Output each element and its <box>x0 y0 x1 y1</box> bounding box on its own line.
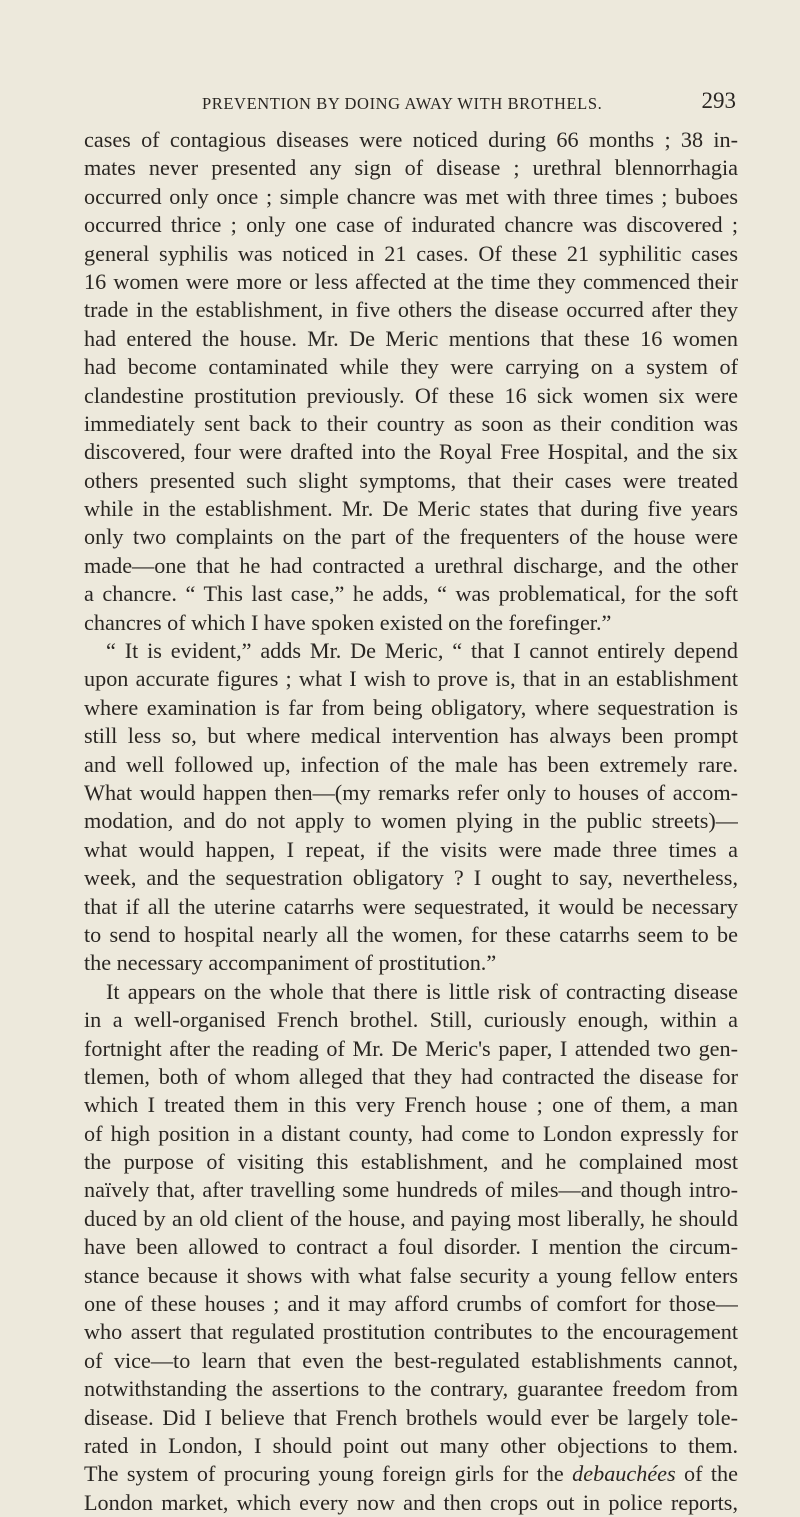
text-line: which I treated them in this very French house ; one of them, a man <box>84 1092 738 1118</box>
text-line: What would happen then—(my remarks refer only to houses of accom- <box>84 779 738 805</box>
page-number: 293 <box>701 88 736 113</box>
text-line: week, and the sequestration obligatory ? I ought to say, nevertheless, <box>84 865 738 891</box>
text-line: fortnight after the reading of Mr. De Meric's paper, I attended two gen- <box>84 1035 738 1061</box>
running-head <box>84 82 738 118</box>
text-line: still less so, but where medical intervention has always been prompt <box>84 723 738 749</box>
text-line: who assert that regulated prostitution contributes to the encouragement <box>84 1319 738 1345</box>
running-head-title: PREVENTION BY DOING AWAY WITH BROTHELS. <box>202 94 603 113</box>
text-line: the necessary accompaniment of prostitution.” <box>84 950 497 976</box>
text-line: where examination is far from being obligatory, where sequestration is <box>84 694 738 720</box>
text-line: occurred thrice ; only one case of indurated chancre was discovered ; <box>84 212 738 238</box>
text-line: modation, and do not apply to women plying in the public streets)— <box>84 808 738 834</box>
text-line: the purpose of visiting this establishment, and he complained most <box>84 1149 738 1175</box>
text-line: of vice—to learn that even the best-regulated establishments cannot, <box>84 1347 738 1373</box>
text-line: cases of contagious diseases were noticed during 66 months ; 38 in- <box>84 127 738 152</box>
text-line: in a well-organised French brothel. Still, curiously enough, within a <box>84 1007 738 1033</box>
text-line: general syphilis was noticed in 21 cases. Of these 21 syphilitic cases <box>84 240 738 266</box>
text-line: 16 women were more or less affected at the time they commenced their <box>84 268 738 294</box>
text-line: rated in London, I should point out many other objections to them. <box>84 1432 738 1458</box>
body-text <box>84 126 738 1517</box>
text-line: tlemen, both of whom alleged that they had contracted the disease for <box>84 1063 738 1089</box>
text-line: made—one that he had contracted a urethral discharge, and the other <box>84 552 738 578</box>
italic-word: debauchées <box>572 1461 676 1487</box>
text-line: trade in the establishment, in five others the disease occurred after they <box>84 297 738 323</box>
text-line: what would happen, I repeat, if the visits were made three times a <box>84 836 738 862</box>
text-line: London market, which every now and then crops out in police reports, <box>84 1489 738 1515</box>
text-line: stance because it shows with what false security a young fellow enters <box>84 1262 738 1288</box>
text-line: notwithstanding the assertions to the contrary, guarantee freedom from <box>84 1376 738 1402</box>
text-line: upon accurate figures ; what I wish to prove is, that in an establishment <box>84 666 738 692</box>
text-line: mates never presented any sign of disease ; urethral blennorrhagia <box>84 155 738 181</box>
text-line: naïvely that, after travelling some hundreds of miles—and though intro- <box>84 1177 738 1203</box>
text-line: to send to hospital nearly all the women, for these catarrhs seem to be <box>84 921 738 947</box>
text-line: have been allowed to contract a foul disorder. I mention the circum- <box>84 1234 738 1260</box>
text-line: immediately sent back to their country as soon as their condition was <box>84 410 738 436</box>
text-line: others presented such slight symptoms, that their cases were treated <box>84 467 738 493</box>
text-line: only two complaints on the part of the frequenters of the house were <box>84 524 738 550</box>
text-line: while in the establishment. Mr. De Meric states that during five years <box>84 496 738 522</box>
text-line: had entered the house. Mr. De Meric mentions that these 16 women <box>84 325 738 351</box>
text-line: one of these houses ; and it may afford crumbs of comfort for those— <box>84 1291 738 1317</box>
text-line: had become contaminated while they were carrying on a system of <box>84 354 738 380</box>
text-line: that if all the uterine catarrhs were sequestrated, it would be necessary <box>84 893 738 919</box>
text-line: The system of procuring young foreign girls for the debauchées of the <box>84 1461 738 1487</box>
text-line: a chancre. “ This last case,” he adds, “ was problematical, for the soft <box>84 581 738 607</box>
text-line: It appears on the whole that there is little risk of contracting disease <box>106 978 738 1004</box>
text-line: clandestine prostitution previously. Of these 16 sick women six were <box>84 382 738 408</box>
text-line: occurred only once ; simple chancre was met with three times ; buboes <box>84 183 738 209</box>
text-line: of high position in a distant county, had come to London expressly for <box>84 1120 738 1146</box>
text-line: disease. Did I believe that French brothels would ever be largely tole- <box>84 1404 738 1430</box>
text-line: “ It is evident,” adds Mr. De Meric, “ that I cannot entirely depend <box>106 638 738 664</box>
text-line: discovered, four were drafted into the Royal Free Hospital, and the six <box>84 439 738 465</box>
text-line: chancres of which I have spoken existed on the forefinger.” <box>84 609 612 635</box>
text-line: duced by an old client of the house, and paying most liberally, he should <box>84 1205 738 1231</box>
text-line: and well followed up, infection of the male has been extremely rare. <box>84 751 738 777</box>
